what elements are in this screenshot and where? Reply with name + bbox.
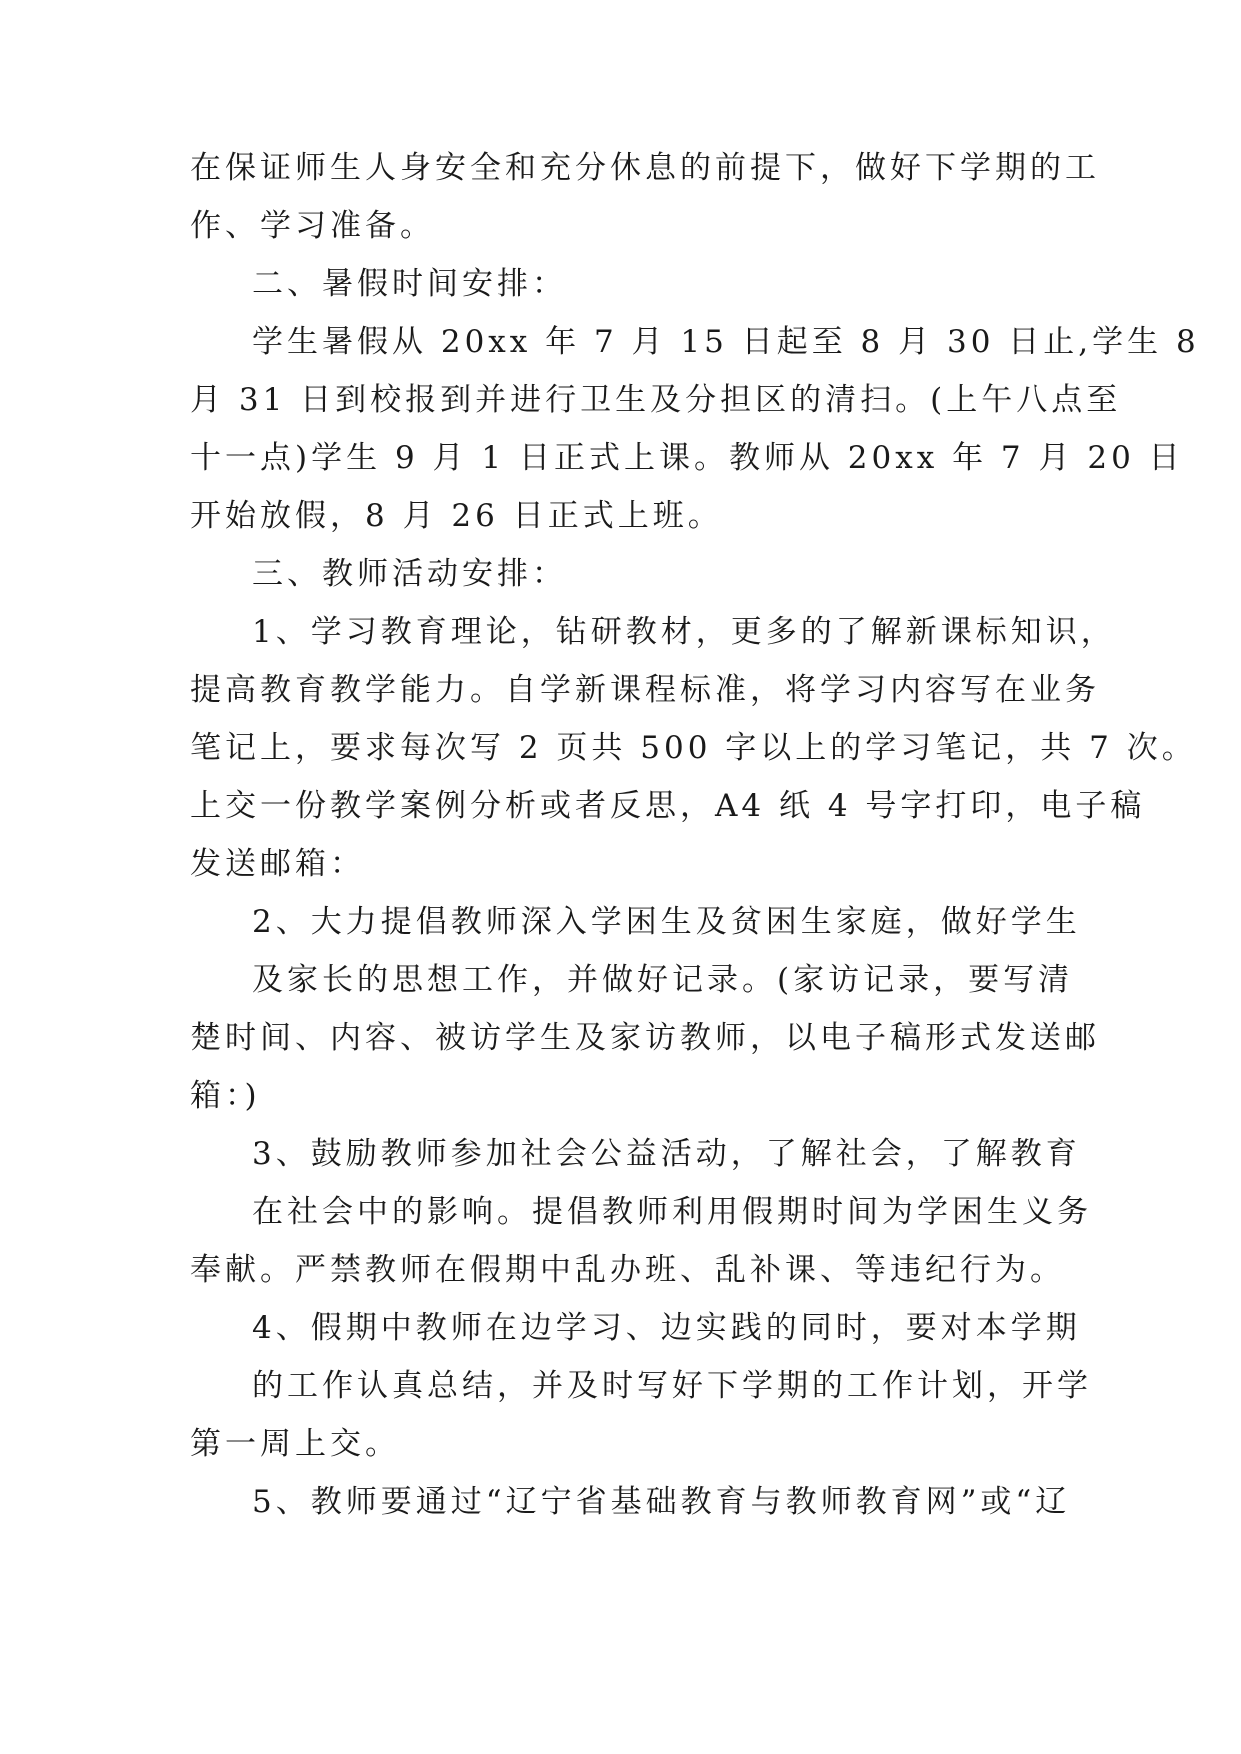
text-line: 5、教师要通过“辽宁省基础教育与教师教育网”或“辽 [252,1484,1071,1520]
text-line: 上交一份教学案例分析或者反思，A4 纸 4 号字打印，电子稿 [190,788,1146,824]
text-line: 2、大力提倡教师深入学困生及贫困生家庭，做好学生 [252,904,1081,940]
text-line: 第一周上交。 [190,1426,400,1462]
text-line: 月 31 日到校报到并进行卫生及分担区的清扫。(上午八点至 [190,382,1122,418]
text-line: 十一点)学生 9 月 1 日正式上课。教师从 20xx 年 7 月 20 日 [190,440,1184,476]
text-line: 提高教育教学能力。自学新课程标准，将学习内容写在业务 [190,672,1100,708]
text-line: 在社会中的影响。提倡教师利用假期时间为学困生义务 [252,1194,1092,1230]
section-heading: 二、暑假时间安排： [252,266,567,302]
text-line: 发送邮箱： [190,846,365,882]
text-line: 3、鼓励教师参加社会公益活动，了解社会，了解教育 [252,1136,1081,1172]
text-line: 箱：) [190,1078,261,1114]
text-line: 奉献。严禁教师在假期中乱办班、乱补课、等违纪行为。 [190,1252,1065,1288]
text-line: 笔记上，要求每次写 2 页共 500 字以上的学习笔记，共 7 次。 [190,730,1197,766]
text-line: 1、学习教育理论，钻研教材，更多的了解新课标知识， [252,614,1116,650]
text-line: 4、假期中教师在边学习、边实践的同时，要对本学期 [252,1310,1081,1346]
text-line: 的工作认真总结，并及时写好下学期的工作计划，开学 [252,1368,1092,1404]
text-line: 在保证师生人身安全和充分休息的前提下，做好下学期的工 [190,150,1100,186]
text-line: 作、学习准备。 [190,208,435,244]
text-line: 及家长的思想工作，并做好记录。(家访记录，要写清 [252,962,1074,998]
text-line: 楚时间、内容、被访学生及家访教师，以电子稿形式发送邮 [190,1020,1100,1056]
section-heading: 三、教师活动安排： [252,556,567,592]
text-line: 开始放假，8 月 26 日正式上班。 [190,498,723,534]
text-line: 学生暑假从 20xx 年 7 月 15 日起至 8 月 30 日止,学生 8 [252,324,1200,360]
